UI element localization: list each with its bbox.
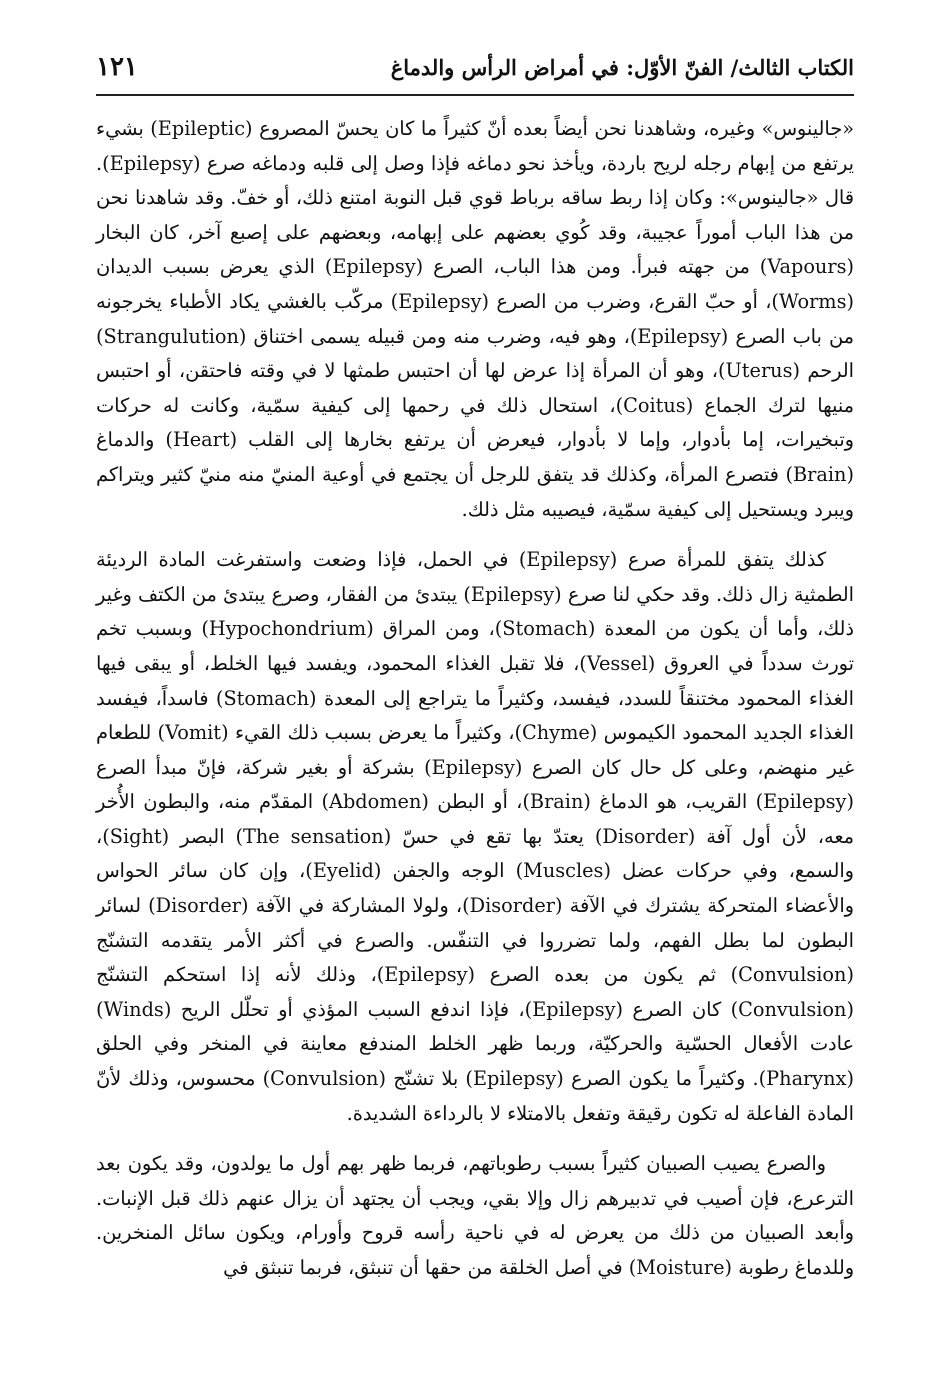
paragraph-2: كذلك يتفق للمرأة صرع (Epilepsy) في الحمل، فإذا وضعت واستفرغت المادة الرديئة الطمثية زال ذلك. وقد حكي لنا صرع (Epilepsy) يبتدئ من الفقار، وصرع يبتدئ من الكتف وغير ذلك، وأما أن يكون من المعدة (Stomach)، ومن المراق (Hypochondrium) وبسبب تخم تورث سدداً في العروق (Vessel)، فلا تقبل الغذاء المحمود، ويفسد فيها الخلط، أو يبقى فيها الغذاء المحمود مختنقاً للسدد، فيفسد، وكثيراً ما يتراجع إلى المعدة (Stomach) فاسداً، فيفسد الغذاء الجديد المحمود الكيموس (Chyme)، وكثيراً ما يعرض بسبب ذلك القيء (Vomit) للطعام غير منهضم، وعلى كل حال كان الصرع (Epilepsy) بشركة أو بغير شركة، فإنّ مبدأ الصرع (Epilepsy) القريب، هو الدماغ (Brain)، أو البطن (Abdomen) المقدّم منه، والبطون الأُخر معه، لأن أول آفة (Disorder) يعتدّ بها تقع في حسّ (The sensation) البصر (Sight)، والسمع، وفي حركات عضل (Muscles) الوجه والجفن (Eyelid)، وإن كان سائر الحواس والأعضاء المتحركة يشترك في الآفة (Disorder)، ولولا المشاركة في الآفة (Disorder) لسائر البطون لما بطل الفهم، ولما تضرروا في التنفّس. والصرع في أكثر الأمر يتقدمه التشنّج (Convulsion) ثم يكون من بعده الصرع (Epilepsy)، وذلك لأنه إذا استحكم التشنّج (Convulsion) كان الصرع (Epilepsy)، فإذا اندفع السبب المؤذي أو تحلّل الريح (Winds) عادت الأفعال الحسّية والحركيّة، وربما ظهر الخلط المندفع معاينة في المنخر وفي الحلق (Pharynx). وكثيراً ما يكون الصرع (Epilepsy) بلا تشنّج (Convulsion) محسوس، وذلك لأنّ المادة الفاعلة له تكون رقيقة وتفعل بالامتلاء لا بالرداءة الشديدة. (96, 548, 855, 1125)
paragraph-gap (96, 527, 854, 543)
paragraph-gap (96, 1131, 854, 1147)
page-body (96, 112, 854, 1371)
header-rule (96, 94, 854, 96)
running-title: الكتاب الثالث/ الفنّ الأوّل: في أمراض الرأس والدماغ (390, 54, 854, 80)
page-number: ١٢١ (96, 52, 138, 82)
paragraph-3: والصرع يصيب الصبيان كثيراً بسبب رطوباتهم، فربما ظهر بهم أول ما يولدون، وقد يكون بعد الترعرع، فإن أصيب في تدبيرهم زال وإلا بقي، ويجب أن يجتهد أن يزال عنهم ذلك قبل الإنبات. وأبعد الصبيان من ذلك من يعرض له في ناحية رأسه قروح وأورام، ويكون سائل المنخرين. وللدماغ رطوبة (Moisture) في أصل الخلقة من حقها أن تنبثق، فربما تنبثق في (96, 1152, 854, 1279)
page-header (96, 42, 854, 92)
paragraph-1: «جالينوس» وغيره، وشاهدنا نحن أيضاً بعده أنّ كثيراً ما كان يحسّ المصروع (Epileptic) بشيء يرتفع من إبهام رجله لريح باردة، ويأخذ نحو دماغه فإذا وصل إلى قلبه ودماغه صرع (Epilepsy). قال «جالينوس»: وكان إذا ربط ساقه برباط قوي قبل النوبة امتنع ذلك، أو خفّ. وقد شاهدنا نحن من هذا الباب أموراً عجيبة، وقد كُوي بعضهم على إبهامه، وبعضهم على إصبع آخر، كان البخار (Vapours) من جهته فبرأ. ومن هذا الباب، الصرع (Epilepsy) الذي يعرض بسبب الديدان (Worms)، أو حبّ القرع، وضرب من الصرع (Epilepsy) مركّب بالغشي يكاد الأطباء يخرجونه من باب الصرع (Epilepsy)، وهو فيه، وضرب منه ومن قبيله يسمى اختناق (Strangulution) الرحم (Uterus)، وهو أن المرأة إذا عرض لها أن احتبس طمثها لا في وقته فاحتقن، أو احتبس منيها لترك الجماع (Coitus)، استحال ذلك في رحمها إلى كيفية سمّية، وكانت له حركات وتبخيرات، إما بأدوار، وإما لا بأدوار، فيعرض أن يرتفع بخارها إلى القلب (Heart) والدماغ (Brain) فتصرع المرأة، وكذلك قد يتفق للرجل أن يجتمع في أوعية المنيّ منه منيّ كثير ويتراكم ويبرد ويستحيل إلى كيفية سمّية، فيصيبه مثل ذلك. (96, 117, 855, 521)
